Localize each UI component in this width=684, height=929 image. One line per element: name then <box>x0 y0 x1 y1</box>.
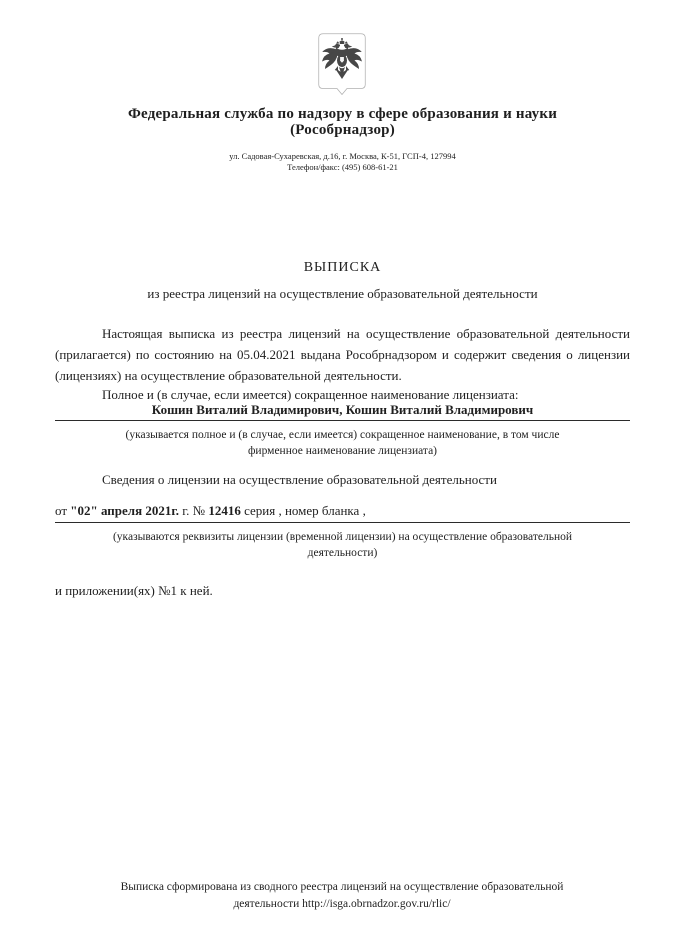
license-note: (указываются реквизиты лицензии (временной лицензии) на осуществление образовательной деятельности) <box>112 531 573 559</box>
doc-subtitle: из реестра лицензий на осуществление образовательной деятельности <box>147 286 538 301</box>
attachment-line: и приложении(ях) №1 к ней. <box>55 583 213 598</box>
org-phone: Телефон/факс: (495) 608-61-21 <box>287 162 398 172</box>
license-details-line <box>55 504 630 523</box>
org-contact-block <box>55 151 630 173</box>
org-name-block <box>55 106 630 138</box>
footer <box>0 879 684 912</box>
licensee-note: (указывается полное и (в случае, если имеется) сокращенное наименование, в том числе фирменное наименование лицензиата) <box>125 429 560 457</box>
license-info-heading: Сведения о лицензии на осуществление образовательной деятельности <box>102 472 497 487</box>
intro-paragraph: Настоящая выписка из реестра лицензий на осуществление образовательной деятельности (прилагается) по состоянию на 05.04.2021 выдана Рособрнадзором и содержит сведения о лицензии (лицензиях) на осуществление образовательной деятельности. <box>55 326 630 383</box>
license-date: "02" апреля 2021г. <box>70 503 180 518</box>
document-content <box>55 106 630 599</box>
licensee-label: Полное и (в случае, если имеется) сокращенное наименование лицензиата: <box>102 387 519 402</box>
org-address: ул. Садовая-Сухаревская, д.16, г. Москва, К-51, ГСП-4, 127994 <box>229 151 456 161</box>
coat-of-arms-emblem <box>318 33 366 97</box>
license-line-suffix: серия , номер бланка , <box>240 503 366 518</box>
licensee-name: Кошин Виталий Владимирович, Кошин Виталий Владимирович <box>55 403 630 421</box>
license-number: 12416 <box>208 503 241 518</box>
license-date-prefix: от <box>55 503 71 518</box>
org-name-line2: (Рособрнадзор) <box>290 122 395 138</box>
doc-title: ВЫПИСКА <box>303 260 382 275</box>
license-number-prefix: г. № <box>179 503 209 518</box>
org-name-line1: Федеральная служба по надзору в сфере образования и науки <box>127 106 558 122</box>
footer-note: Выписка сформирована из сводного реестра лицензий на осуществление образовательной деятельности http://isga.obrnadzor.gov.ru/rlic/ <box>120 881 564 910</box>
double-headed-eagle-icon <box>318 33 366 97</box>
